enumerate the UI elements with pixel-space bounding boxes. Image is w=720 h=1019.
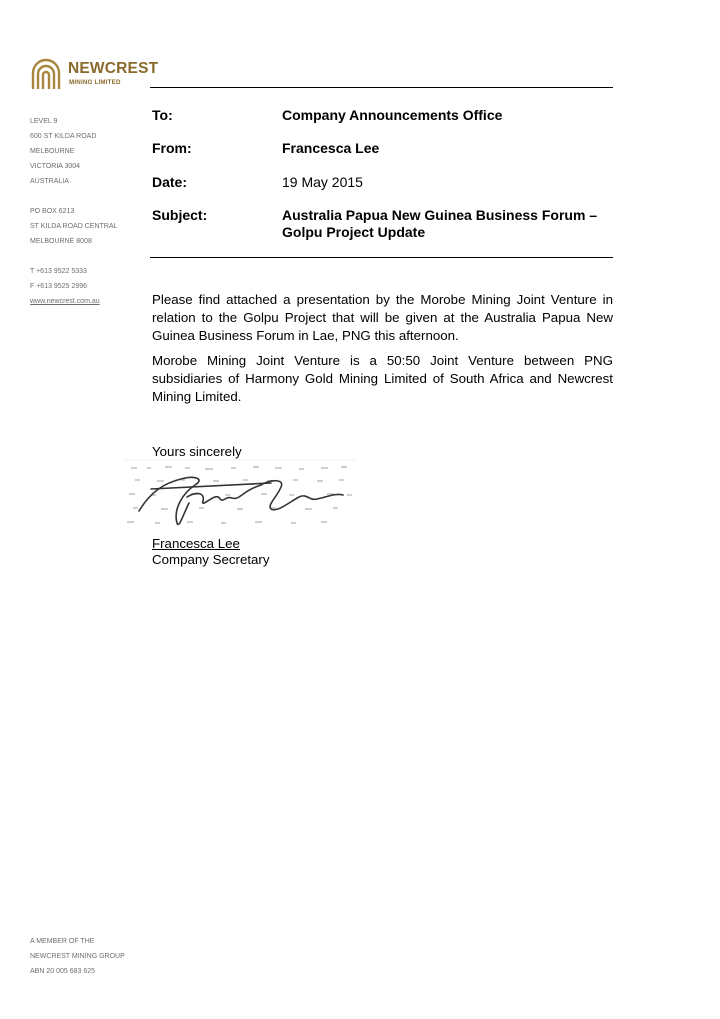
contact-details xyxy=(30,264,100,309)
footer-line: NEWCREST MINING GROUP xyxy=(30,953,125,960)
header-top-rule xyxy=(150,87,613,88)
address-line: LEVEL 9 xyxy=(30,118,58,125)
postal-address xyxy=(30,204,117,249)
footer-line: ABN 20 005 683 625 xyxy=(30,968,95,975)
subject-label: Subject: xyxy=(152,207,208,223)
newcrest-emblem-icon xyxy=(27,55,65,93)
signatory-title: Company Secretary xyxy=(152,552,270,567)
signatory-name: Francesca Lee xyxy=(152,536,240,551)
street-address xyxy=(30,114,96,189)
body-paragraph-1: Please find attached a presentation by the Morobe Mining Joint Venture in relation to the Golpu Project that will be given at the Australia Papua New Guinea Business Forum in Lae, PNG this afternoon. xyxy=(152,292,613,343)
to-value: Company Announcements Office xyxy=(282,107,503,123)
subject-line-2: Golpu Project Update xyxy=(282,224,426,240)
fax-number: F +613 9525 2996 xyxy=(30,283,88,290)
address-line: 600 ST KILDA ROAD xyxy=(30,133,97,140)
postal-line: MELBOURNE 8008 xyxy=(30,238,92,245)
address-line: MELBOURNE xyxy=(30,148,75,155)
body-paragraph-2: Morobe Mining Joint Venture is a 50:50 Joint Venture between PNG subsidiaries of Harmony Gold Mining Limited of South Africa and Newcrest Mining Limited. xyxy=(152,353,613,404)
to-label: To: xyxy=(152,107,173,123)
logo-subtitle: MINING LIMITED xyxy=(69,79,121,86)
footer-line: A MEMBER OF THE xyxy=(30,938,95,945)
postal-line: ST KILDA ROAD CENTRAL xyxy=(30,223,118,230)
from-label: From: xyxy=(152,140,192,156)
company-logo xyxy=(27,55,159,95)
website-link[interactable]: www.newcrest.com.au xyxy=(30,298,100,305)
phone-number: T +613 9522 5333 xyxy=(30,268,87,275)
address-line: AUSTRALIA xyxy=(30,178,69,185)
logo-wordmark: NEWCREST xyxy=(68,60,159,77)
group-membership-footer xyxy=(30,934,125,979)
date-label: Date: xyxy=(152,174,188,190)
header-bottom-rule xyxy=(150,257,613,258)
address-line: VICTORIA 3004 xyxy=(30,163,81,170)
from-value: Francesca Lee xyxy=(282,140,380,156)
handwritten-signature xyxy=(121,453,361,533)
postal-line: PO BOX 6213 xyxy=(30,208,75,215)
date-value: 19 May 2015 xyxy=(282,174,363,190)
subject-line-1: Australia Papua New Guinea Business Forum – xyxy=(282,207,598,223)
closing-salutation: Yours sincerely xyxy=(152,444,242,459)
